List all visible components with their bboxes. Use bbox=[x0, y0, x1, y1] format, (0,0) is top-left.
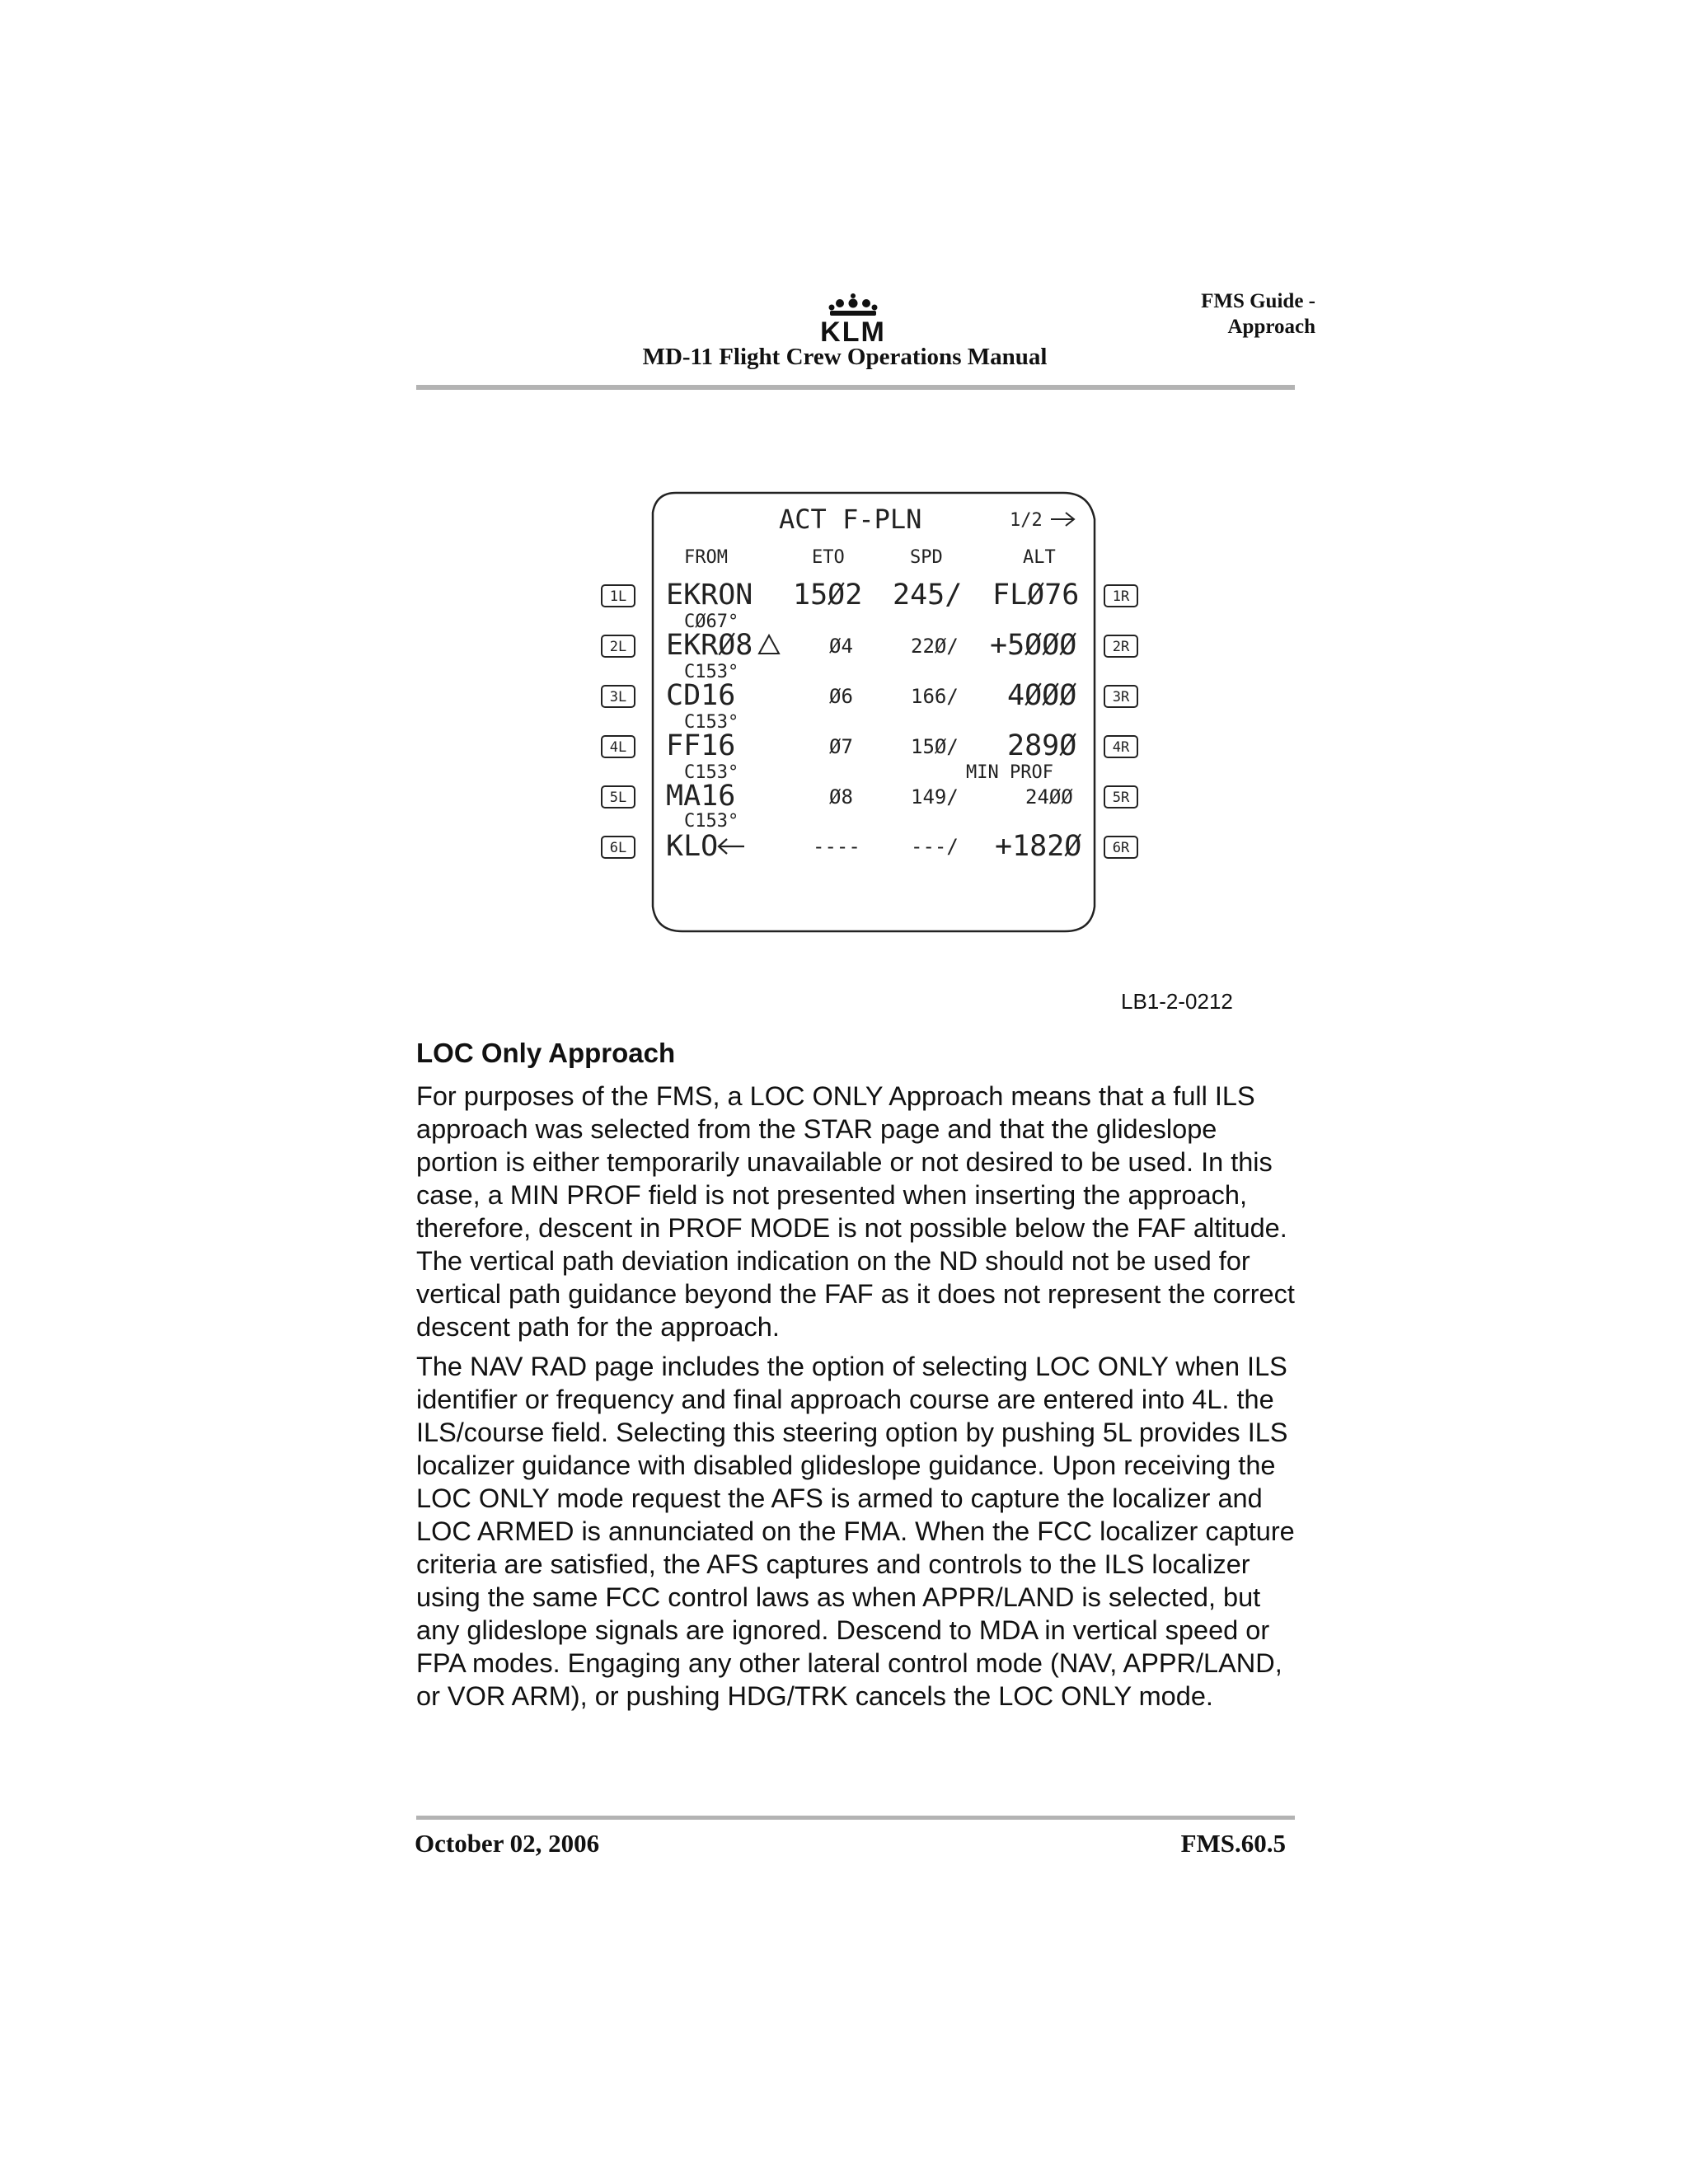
speed-value: ---/ bbox=[911, 835, 959, 858]
line-select-key-3l[interactable] bbox=[602, 686, 635, 707]
altitude-value: 24ØØ bbox=[1025, 785, 1073, 808]
lsk-label: 2L bbox=[609, 639, 627, 655]
speed-value: 149/ bbox=[911, 785, 959, 808]
figure-label: LB1-2-0212 bbox=[1121, 989, 1233, 1014]
section-tag bbox=[1162, 288, 1315, 340]
line-select-key-4r[interactable] bbox=[1104, 736, 1137, 757]
fpln-row bbox=[666, 579, 1079, 632]
paragraph-2 bbox=[416, 1350, 1302, 1713]
eto-value: 15Ø2 bbox=[793, 579, 863, 612]
klm-crown-icon bbox=[812, 293, 894, 319]
text-line: localizer guidance with disabled glideslope guidance. Upon receiving the bbox=[416, 1451, 1276, 1480]
speed-value: 166/ bbox=[911, 685, 959, 708]
line-select-key-3r[interactable] bbox=[1104, 686, 1137, 707]
lsk-label: 3R bbox=[1112, 689, 1130, 705]
altitude-value: +182Ø bbox=[995, 830, 1082, 863]
footer-page-number: FMS.60.5 bbox=[1180, 1829, 1286, 1858]
line-select-key-6l[interactable] bbox=[602, 837, 635, 858]
section-tag-line1: FMS Guide - bbox=[1201, 290, 1315, 312]
mcdu-page-title: ACT F-PLN bbox=[779, 504, 922, 535]
manual-title: MD-11 Flight Crew Operations Manual bbox=[642, 344, 1048, 370]
altitude-value: 289Ø bbox=[1007, 729, 1077, 762]
fpln-row bbox=[666, 729, 1076, 783]
text-line: LOC ARMED is annunciated on the FMA. When the FCC localizer capture bbox=[416, 1516, 1295, 1546]
course-label: CØ67° bbox=[684, 612, 739, 632]
text-line: identifier or frequency and final approach course are entered into 4L. the bbox=[416, 1385, 1274, 1414]
text-line: case, a MIN PROF field is not presented when inserting the approach, bbox=[416, 1180, 1248, 1210]
next-page-arrow-icon bbox=[1051, 513, 1074, 526]
header-rule bbox=[416, 385, 1295, 390]
section-tag-line2: Approach bbox=[1227, 316, 1315, 338]
lsk-label: 6L bbox=[609, 840, 627, 856]
text-line: using the same FCC control laws as when APPR/LAND is selected, but bbox=[416, 1582, 1261, 1612]
discontinuity-triangle-icon bbox=[759, 635, 779, 654]
line-select-key-4l[interactable] bbox=[602, 736, 635, 757]
mcdu-page-number: 1/2 bbox=[1010, 510, 1043, 531]
col-header-from: FROM bbox=[684, 547, 728, 568]
lsk-label: 1R bbox=[1112, 588, 1130, 605]
text-line: The vertical path deviation indication on the ND should not be used for bbox=[416, 1246, 1250, 1276]
return-arrow-icon bbox=[719, 839, 744, 854]
fpln-row bbox=[666, 679, 1076, 733]
text-line: vertical path guidance beyond the FAF as it does not represent the correct bbox=[416, 1279, 1295, 1309]
lsk-label: 2R bbox=[1112, 639, 1130, 655]
waypoint: KLO bbox=[666, 830, 719, 863]
lsk-label: 3L bbox=[609, 689, 627, 705]
text-line: any glideslope signals are ignored. Descend to MDA in vertical speed or bbox=[416, 1615, 1270, 1645]
line-select-key-1r[interactable] bbox=[1104, 585, 1137, 607]
paragraph-1 bbox=[416, 1080, 1302, 1343]
speed-value: 245/ bbox=[893, 579, 963, 612]
line-select-key-1l[interactable] bbox=[602, 585, 635, 607]
course-label: C153° bbox=[684, 662, 739, 682]
text-line: therefore, descent in PROF MODE is not possible below the FAF altitude. bbox=[416, 1213, 1287, 1243]
fpln-row bbox=[666, 830, 1081, 863]
section-heading: LOC Only Approach bbox=[416, 1038, 676, 1068]
klm-logo-text: KLM bbox=[820, 316, 886, 348]
text-line: For purposes of the FMS, a LOC ONLY Approach means that a full ILS bbox=[416, 1081, 1255, 1111]
eto-value: Ø4 bbox=[829, 635, 853, 658]
mcdu-act-fpln-figure bbox=[593, 486, 1187, 948]
text-line: The NAV RAD page includes the option of selecting LOC ONLY when ILS bbox=[416, 1352, 1287, 1381]
speed-value: 15Ø/ bbox=[911, 735, 959, 758]
line-select-key-5r[interactable] bbox=[1104, 786, 1137, 808]
lsk-label: 4L bbox=[609, 739, 627, 756]
footer-date: October 02, 2006 bbox=[415, 1829, 600, 1858]
waypoint: CD16 bbox=[666, 679, 736, 712]
lsk-label: 5L bbox=[609, 790, 627, 806]
lsk-label: 4R bbox=[1112, 739, 1130, 756]
eto-value: Ø8 bbox=[829, 785, 853, 808]
line-select-key-2r[interactable] bbox=[1104, 635, 1137, 657]
altitude-value: +5ØØØ bbox=[990, 629, 1077, 662]
lsk-label: 6R bbox=[1112, 840, 1130, 856]
course-label: C153° bbox=[684, 762, 739, 783]
eto-value: Ø6 bbox=[829, 685, 853, 708]
text-line: approach was selected from the STAR page and that the glideslope bbox=[416, 1114, 1217, 1144]
text-line: ILS/course field. Selecting this steering option by pushing 5L provides ILS bbox=[416, 1418, 1288, 1447]
col-header-eto: ETO bbox=[812, 547, 845, 568]
col-header-alt: ALT bbox=[1023, 547, 1056, 568]
line-select-key-5l[interactable] bbox=[602, 786, 635, 808]
waypoint: MA16 bbox=[666, 780, 736, 813]
fpln-row bbox=[666, 780, 1073, 832]
line-select-key-6r[interactable] bbox=[1104, 837, 1137, 858]
waypoint: FF16 bbox=[666, 729, 736, 762]
course-label: C153° bbox=[684, 712, 739, 733]
text-line: FPA modes. Engaging any other lateral control mode (NAV, APPR/LAND, bbox=[416, 1648, 1282, 1678]
col-header-spd: SPD bbox=[910, 547, 943, 568]
lsk-label: 5R bbox=[1112, 790, 1130, 806]
text-line: or VOR ARM), or pushing HDG/TRK cancels the LOC ONLY mode. bbox=[416, 1681, 1213, 1711]
lsk-label: 1L bbox=[609, 588, 627, 605]
line-select-key-2l[interactable] bbox=[602, 635, 635, 657]
text-line: descent path for the approach. bbox=[416, 1312, 780, 1342]
eto-value: ---- bbox=[813, 835, 860, 858]
altitude-value: 4ØØØ bbox=[1007, 679, 1077, 712]
min-prof-label: MIN PROF bbox=[966, 762, 1053, 783]
text-line: portion is either temporarily unavailable or not desired to be used. In this bbox=[416, 1147, 1273, 1177]
speed-value: 22Ø/ bbox=[911, 635, 959, 658]
course-label: C153° bbox=[684, 811, 739, 832]
footer-rule bbox=[416, 1816, 1295, 1820]
eto-value: Ø7 bbox=[829, 735, 853, 758]
fpln-row bbox=[666, 629, 1076, 682]
text-line: criteria are satisfied, the AFS captures and controls to the ILS localizer bbox=[416, 1549, 1250, 1579]
text-line: LOC ONLY mode request the AFS is armed to capture the localizer and bbox=[416, 1483, 1263, 1513]
altitude-value: FLØ76 bbox=[992, 579, 1080, 612]
klm-logo bbox=[812, 293, 894, 348]
waypoint: EKRØ8 bbox=[666, 629, 753, 662]
waypoint: EKRON bbox=[666, 579, 753, 612]
